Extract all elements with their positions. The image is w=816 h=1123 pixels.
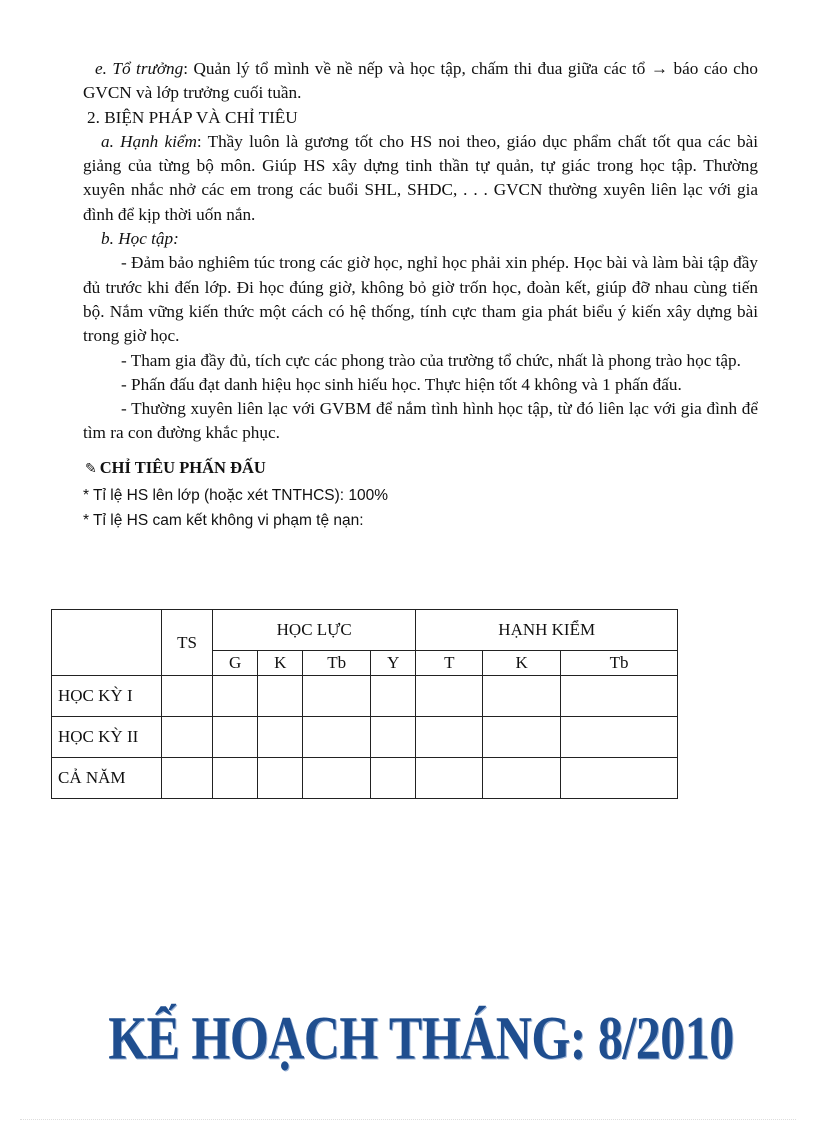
table-cell (213, 758, 258, 799)
team-leader-text: : Quản lý tổ mình về nề nếp và học tập, chấm thi đua giữa các tổ → báo cáo cho GVCN và lớp trưởng cuối tuần. (83, 59, 758, 103)
table-cell (371, 758, 416, 799)
table-cell (213, 717, 258, 758)
table-cell (416, 717, 483, 758)
study-label: b. Học tập: (101, 229, 179, 249)
pencil-icon: ✎ (85, 461, 97, 477)
study-bullet-4: - Thường xuyên liên lạc với GVBM để nắm tình hình học tập, từ đó liên lạc với gia đình để tìm ra con đường khắc phục. (83, 399, 758, 443)
conduct-label: a. Hạnh kiểm (101, 131, 197, 151)
paragraph-conduct (83, 130, 758, 227)
body-text (83, 57, 758, 533)
table-cell (561, 676, 678, 717)
hanh-kiem-header: HẠNH KIỂM (416, 610, 678, 651)
table-cell (371, 717, 416, 758)
table-cell (416, 676, 483, 717)
stat-promotion-rate: * Tỉ lệ HS lên lớp (hoặc xét TNTHCS): 100% (83, 486, 389, 504)
table-cell (483, 758, 561, 799)
table-row (52, 676, 678, 717)
col-header: Y (371, 651, 416, 676)
targets-heading (83, 455, 758, 483)
table-cell (258, 758, 303, 799)
plan-title: KẾ HOẠCH THÁNG: 8/2010 (108, 1003, 734, 1072)
table-cell (162, 758, 213, 799)
table-cell (416, 758, 483, 799)
col-header: Tb (303, 651, 371, 676)
col-header: K (483, 651, 561, 676)
table-row (52, 717, 678, 758)
table-cell (303, 717, 371, 758)
table-cell (561, 758, 678, 799)
col-header: T (416, 651, 483, 676)
table-cell (162, 717, 213, 758)
hoc-luc-header: HỌC LỰC (213, 610, 416, 651)
table-row (52, 758, 678, 799)
row-label: HỌC KỲ I (52, 676, 162, 717)
study-bullet-1: - Đảm bảo nghiêm túc trong các giờ học, nghỉ học phải xin phép. Học bài và làm bài tập đầy đủ trước khi đến lớp. Đi học đúng giờ, không bỏ giờ trốn học, đoàn kết, giúp đỡ nhau cùng tiến bộ. Nắm vững kiến thức một cách có hệ thống, tính cực tham gia phát biểu ý kiến xây dựng bài trong giờ học. (83, 253, 758, 346)
table-cell (483, 676, 561, 717)
table-cell (561, 717, 678, 758)
col-header: G (213, 651, 258, 676)
team-leader-label: e. Tổ trưởng (95, 59, 184, 78)
table-corner-cell (52, 610, 162, 676)
table-header-row (52, 610, 678, 651)
grades-table (51, 609, 678, 799)
col-header: Tb (561, 651, 678, 676)
table-cell (258, 717, 303, 758)
table-cell (303, 758, 371, 799)
targets-heading-text: CHỈ TIÊU PHẤN ĐẤU (99, 457, 266, 477)
study-bullet-3: - Phấn đấu đạt danh hiệu học sinh hiếu học. Thực hiện tốt 4 không và 1 phấn đấu. (121, 374, 682, 394)
ts-header: TS (162, 610, 213, 676)
table-cell (371, 676, 416, 717)
table-cell (303, 676, 371, 717)
row-label: HỌC KỲ II (52, 717, 162, 758)
study-bullet-2: - Tham gia đầy đủ, tích cực các phong trào của trường tổ chức, nhất là phong trào học tập. (121, 350, 741, 370)
stat-no-violation-rate: * Tỉ lệ HS cam kết không vi phạm tệ nạn: (83, 511, 364, 529)
table-cell (258, 676, 303, 717)
table-cell (162, 676, 213, 717)
conduct-text: : Thầy luôn là gương tốt cho HS noi theo, giáo dục phẩm chất tốt qua các bài giảng của từng bộ môn. Giúp HS xây dựng tinh thần tự quản, tự giác trong học tập. Thường xuyên nhắc nhở các em trong các buổi SHL, SHDC, . . . GVCN thường xuyên liên lạc với gia đình để kịp thời uốn nắn. (83, 131, 758, 224)
page-divider (20, 1119, 796, 1120)
col-header: K (258, 651, 303, 676)
paragraph-team-leader (83, 57, 758, 106)
section-2-heading: 2. BIỆN PHÁP VÀ CHỈ TIÊU (87, 107, 298, 127)
row-label: CẢ NĂM (52, 758, 162, 799)
table-cell (213, 676, 258, 717)
table-cell (483, 717, 561, 758)
